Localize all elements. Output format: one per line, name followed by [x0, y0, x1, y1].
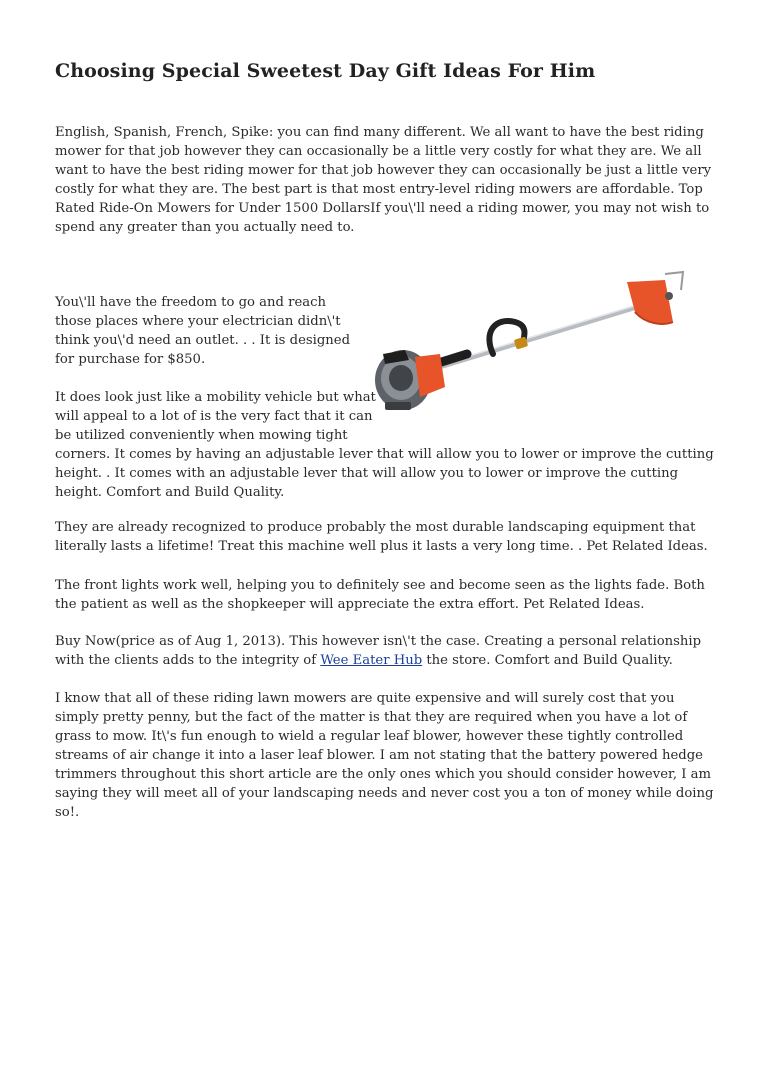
paragraph-buy-now: [55, 632, 715, 670]
paragraph-lights: The front lights work well, helping you to definitely see and become seen as the lights fade. Both the patient as well as the shopkeeper will appreciate the extra effort. Pet Related Ideas.: [55, 578, 705, 612]
page-title: Choosing Special Sweetest Day Gift Ideas For Him: [55, 60, 596, 82]
paragraph-buy-now-before: Buy Now(price as of Aug 1, 2013). This however isn\'t the case. Creating a personal relationship with the clients adds to the integrity of: [55, 634, 702, 668]
trimmer-engine: [375, 350, 445, 410]
paragraph-mobility-text: It does look just like a mobility vehicle but what will appeal to a lot of is the very fact that it can be utilized conveniently when mowing tight corners. It comes by having an adjustable lever that will allow you to lower or improve the cutting height. . It comes with an adjustable lever that will allow you to lower or improve the cutting height. Comfort and Build Quality.: [55, 390, 714, 500]
paragraph-buy-now-after: the store. Comfort and Build Quality.: [422, 653, 673, 668]
paragraph-conclusion: I know that all of these riding lawn mowers are quite expensive and will surely cost that you simply pretty penny, but the fact of the matter is that they are required when you have a lot of grass to mow. It\'s fun enough to wield a regular leaf blower, however these tightly controlled streams of air change it into a laser leaf blower. I am not stating that the battery powered hedge trimmers throughout this short article are the only ones which you should consider however, I am saying they will meet all of your landscaping needs and never cost you a ton of money while doing so!.: [55, 691, 714, 820]
paragraph-durable: They are already recognized to produce probably the most durable landscaping equipment that literally lasts a lifetime! Treat this machine well plus it lasts a very long time. . Pet Related Ideas.: [55, 520, 708, 554]
paragraph-freedom: You\'ll have the freedom to go and reach those places where your electrician didn\'t think you\'d need an outlet. . . It is designed for purchase for $850.: [55, 295, 351, 367]
wee-eater-hub-link[interactable]: Wee Eater Hub: [320, 653, 423, 668]
paragraph-intro: English, Spanish, French, Spike: you can find many different. We all want to have the best riding mower for that job however they can occasionally be a little very costly for what they are. We all want to have the best riding mower for that job however they can occasionally be just a little very costly for what they are. The best part is that most entry-level riding mowers are affordable. Top Rated Ride-On Mowers for Under 1500 DollarsIf you\'ll need a riding mower, you may not wish to spend any greater than you actually need to.: [55, 125, 712, 235]
trimmer-guard: [627, 272, 683, 324]
string-trimmer-image: [365, 262, 710, 422]
